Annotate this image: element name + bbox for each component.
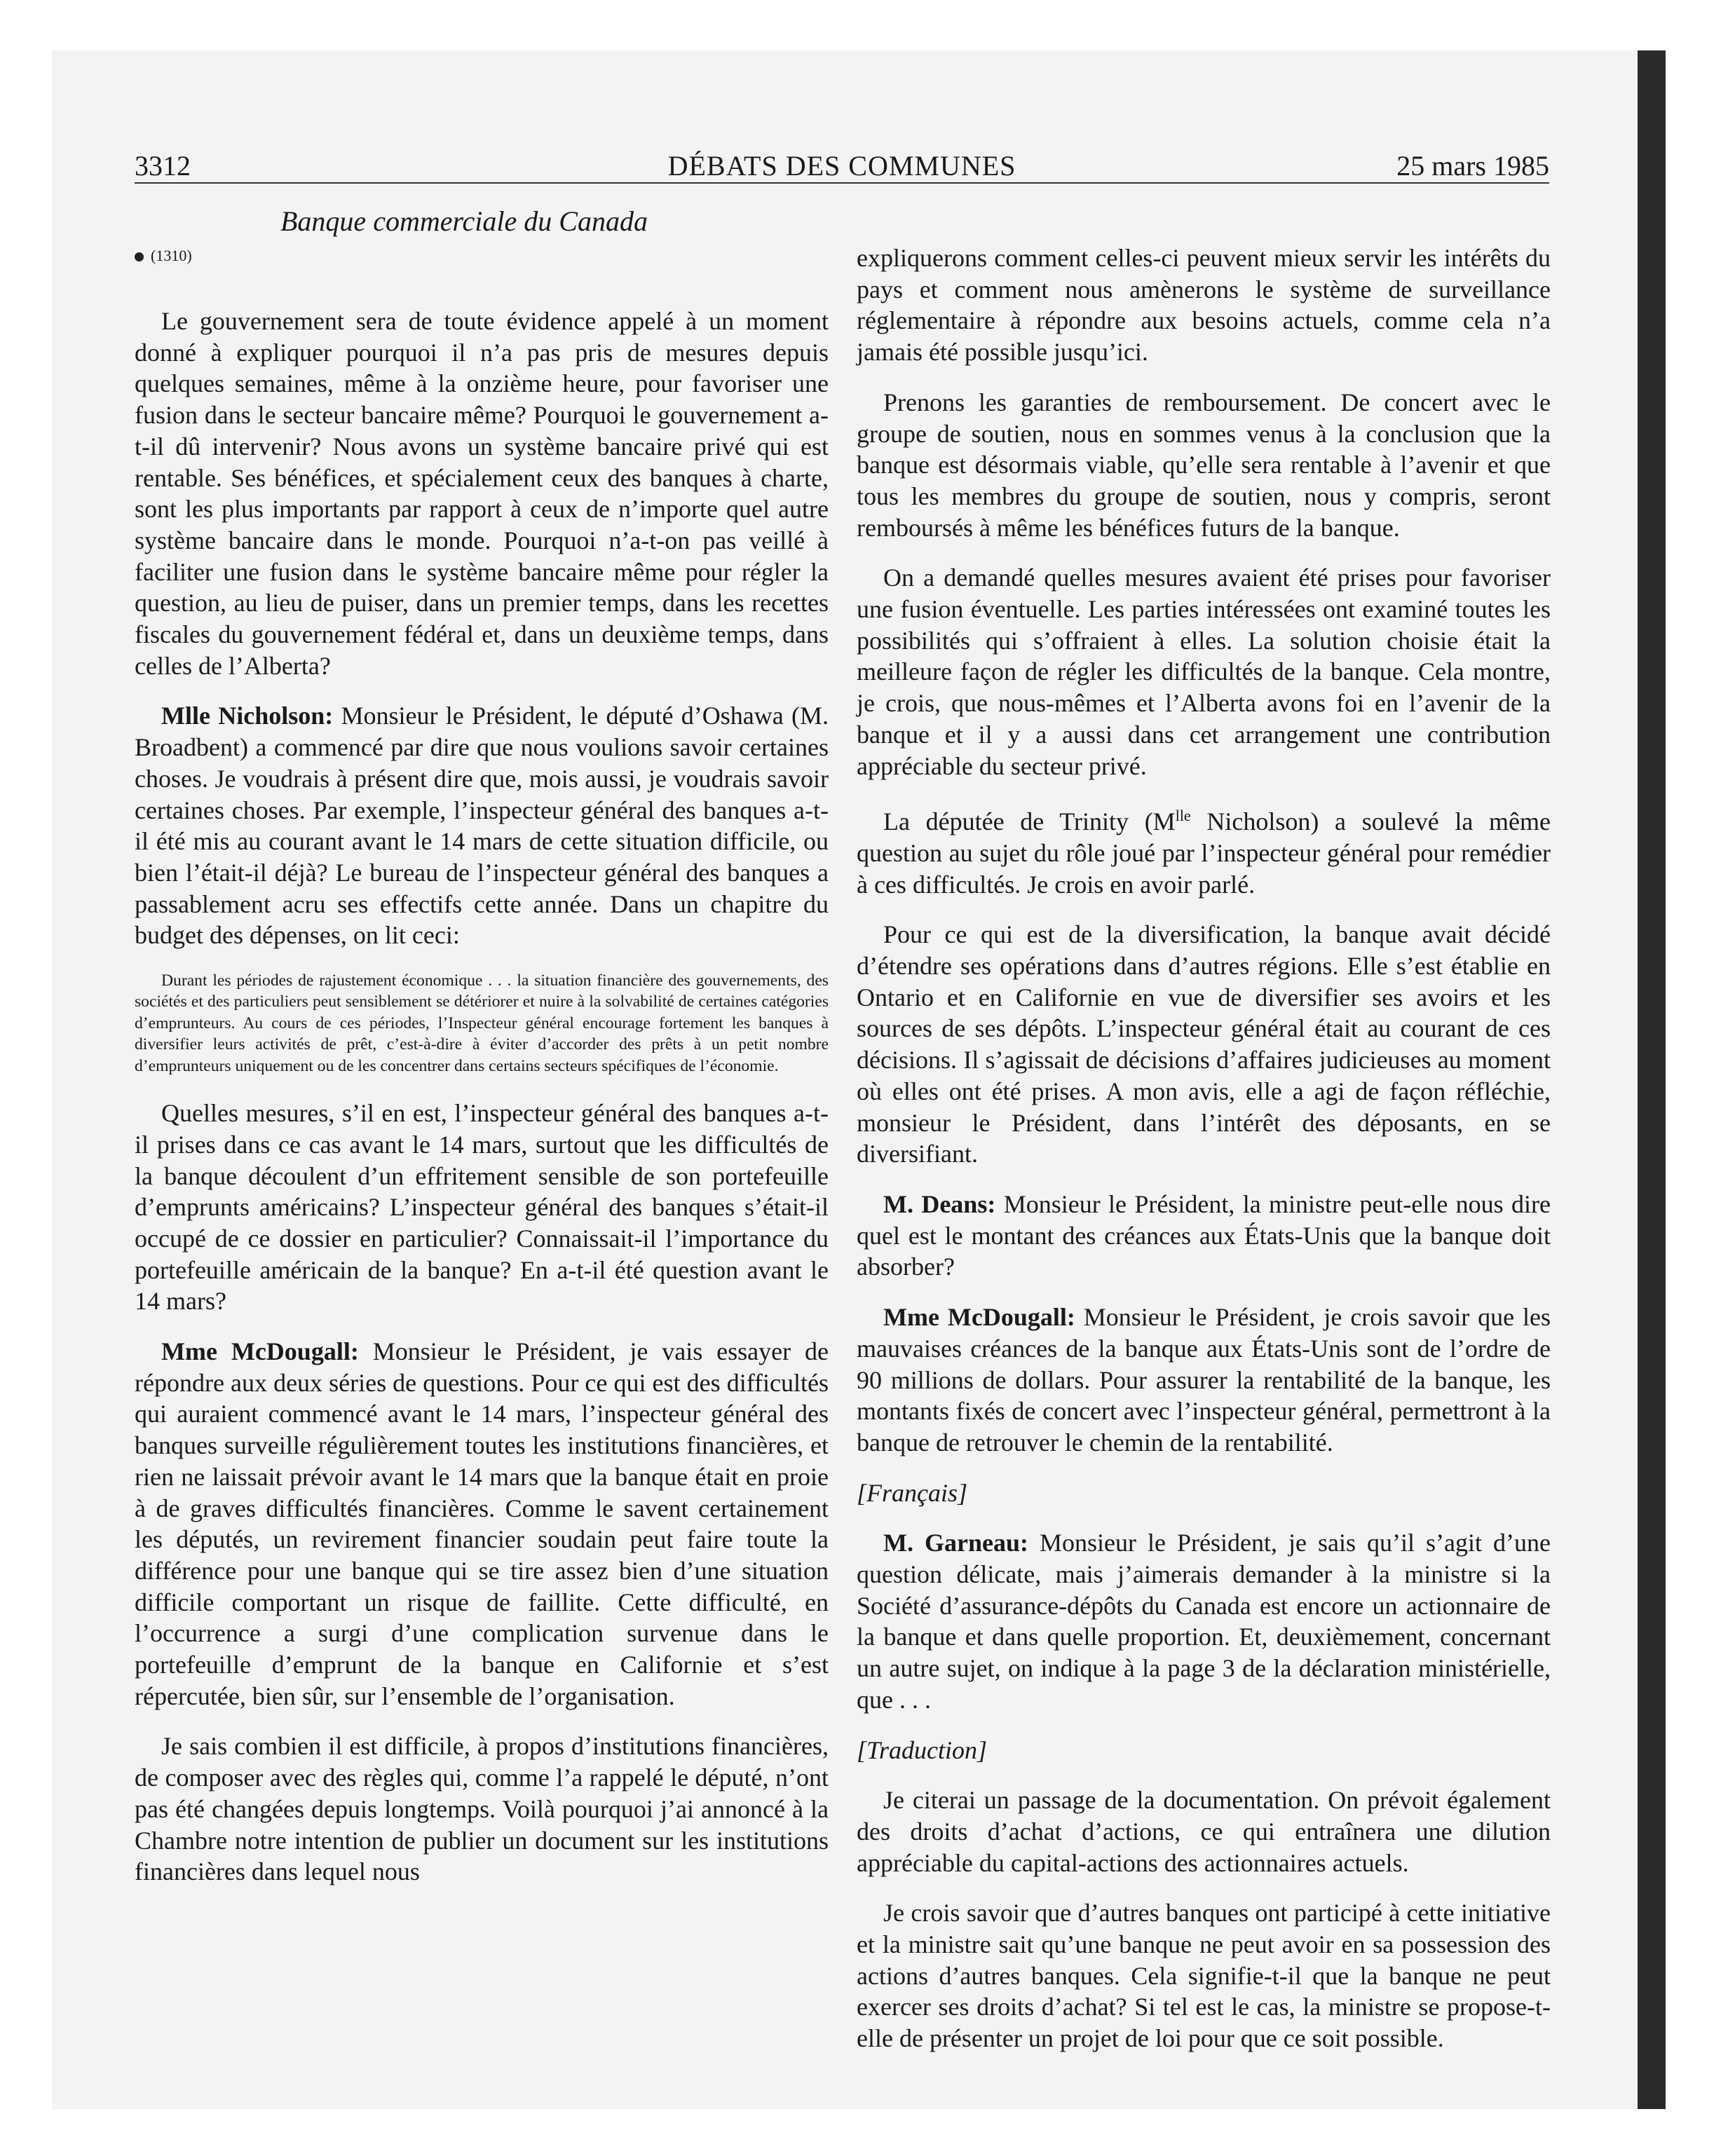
bullet-icon xyxy=(135,252,144,261)
paragraph xyxy=(135,1336,829,1712)
timestamp-marker xyxy=(135,245,192,266)
paragraph xyxy=(857,1527,1551,1715)
paragraph: Pour ce qui est de la diversification, la banque avait décidé d’étendre ses opérations dans d’autres régions. Elle s’est établie en Ontario et en Californie en vue de diversifier ses avoirs et les sources de ses dépôts. L’inspecteur général était au courant de ces décisions. Il s’agissait de décisions d’affaires judicieuses au moment où elles ont été prises. A mon avis, elle a agi de façon réfléchie, monsieur le Président, dans l’intérêt des déposants, en se diversifiant. xyxy=(857,920,1551,1168)
header-title: DÉBATS DES COMMUNES xyxy=(667,150,1016,182)
subject-heading: Banque commerciale du Canada xyxy=(280,205,648,237)
paragraph: Je crois savoir que d’autres banques ont participé à cette initiative et la ministre sait qu’une banque ne peut avoir en sa possession des actions d’autres banques. Cela signifie-t-il que la banque ne peut exercer ses droits d’achat? Si tel est le cas, la ministre se propose-t-elle de présenter un projet de loi pour que ce soit possible. xyxy=(857,1899,1551,2053)
running-header xyxy=(135,150,1549,184)
superscript: lle xyxy=(1175,807,1191,825)
header-date: 25 mars 1985 xyxy=(1396,150,1549,182)
paragraph: On a demandé quelles mesures avaient été prises pour favoriser une fusion éventuelle. Les parties intéressées ont examiné toutes les possibilités qui s’offraient à elles. La solution choisie était la meilleure façon de régler les difficultés de la banque. Cela montre, je crois, que nous-mêmes et l’Alberta avons foi en l’avenir de la banque et il y a aussi dans cet arrangement une contribution appréciable du secteur privé. xyxy=(857,564,1551,780)
right-column xyxy=(857,243,1551,2073)
speaker-name: M. Deans: xyxy=(883,1189,996,1218)
paragraph xyxy=(857,1189,1551,1283)
speaker-name: M. Garneau: xyxy=(883,1529,1028,1557)
scan-edge-bar xyxy=(1638,50,1666,2109)
block-quote: Durant les périodes de rajustement économique . . . la situation financière des gouvernements, des sociétés et des particuliers peut sensiblement se détériorer et nuire à la solvabilité de certaines catégories d’emprunteurs. Au cours de ces périodes, l’Inspecteur général encourage fortement les banques à diversifier leurs activités de prêt, c’est-à-dire à éviter d’accorder des prêts à un petit nombre d’emprunteurs uniquement ou de les concentrer dans certains secteurs spécifiques de l’économie. xyxy=(135,971,829,1075)
text-run: La députée de Trinity (M xyxy=(883,807,1176,836)
speech-text: Monsieur le Président, le député d’Oshawa (M. Broadbent) a commencé par dire que nous voulions savoir certaines choses. Je voudrais à présent dire que, mois aussi, je voudrais savoir certaines choses. Par exemple, l’inspecteur général des banques a-t-il été mis au courant avant le 14 mars de cette situation difficile, ou bien l’était-il déjà? Le bureau de l’inspecteur général des banques a passablement acru ses effectifs cette année. Dans un chapitre du budget des dépenses, on lit ceci: xyxy=(135,702,829,950)
paragraph: Le gouvernement sera de toute évidence appelé à un moment donné à expliquer pourquoi il n’a pas pris de mesures depuis quelques semaines, même à la onzième heure, pour favoriser une fusion dans le secteur bancaire même? Pourquoi le gouvernement a-t-il dû intervenir? Nous avons un système bancaire privé qui est rentable. Ses bénéfices, et spécialement ceux des banques à charte, sont les plus importants par rapport à ceux de n’importe quel autre système bancaire dans le monde. Pourquoi n’a-t-on pas veillé à faciliter une fusion dans le système bancaire même pour régler la question, au lieu de puiser, dans un premier temps, dans les recettes fiscales du gouvernement fédéral et, dans un deuxième temps, dans celles de l’Alberta? xyxy=(135,307,829,680)
paragraph: expliquerons comment celles-ci peuvent mieux servir les intérêts du pays et comment nous amènerons le système de surveillance réglementaire à répondre aux besoins actuels, comme cela n’a jamais été possible jusqu’ici. xyxy=(857,244,1551,367)
speaker-name: Mme McDougall: xyxy=(883,1303,1075,1332)
timestamp-text: (1310) xyxy=(151,247,192,264)
speech-text: Monsieur le Président, je sais qu’il s’agit d’une question délicate, mais j’aimerais demander à la ministre si la Société d’assurance-dépôts du Canada est encore un actionnaire de la banque et dans quelle proportion. Et, deuxièmement, concernant un autre sujet, on indique à la page 3 de la déclaration ministérielle, que . . . xyxy=(857,1529,1551,1714)
speech-text: Monsieur le Président, je vais essayer de répondre aux deux séries de questions. Pour ce qui est des difficultés qui auraient commencé avant le 14 mars, l’inspecteur général des banques surveille régulièrement toutes les institutions financières, et rien ne laissait prévoir avant le 14 mars que la banque était en proie à de graves difficultés financières. Comme le savent certainement les députés, un revirement financier soudain peut faire toute la différence pour une banque qui se tire assez bien d’une situation difficile comportant un risque de faillite. Cette difficulté, en l’occurrence a surgi d’une complication survenue dans le portefeuille d’emprunt de la banque en Californie et s’est répercutée, bien sûr, sur l’ensemble de l’organisation. xyxy=(135,1337,829,1710)
language-marker: [Traduction] xyxy=(857,1735,988,1764)
speaker-name: Mme McDougall: xyxy=(161,1337,359,1366)
paragraph xyxy=(857,800,1551,900)
paragraph xyxy=(857,1302,1551,1459)
text-run: Nicholson) a soulevé la même question au sujet du rôle joué par l’inspecteur général pour remédier à ces difficultés. Je crois en avoir parlé. xyxy=(857,807,1551,899)
speech-text: Monsieur le Président, la ministre peut-elle nous dire quel est le montant des créances aux États-Unis que la banque doit absorber? xyxy=(857,1189,1551,1281)
language-marker: [Français] xyxy=(857,1478,968,1507)
left-column xyxy=(135,306,829,1906)
paragraph xyxy=(135,700,829,951)
paragraph: Je citerai un passage de la documentation. On prévoit également des droits d’achat d’actions, ce qui entraînera une dilution appréciable du capital-actions des actionnaires actuels. xyxy=(857,1786,1551,1877)
paragraph: Quelles mesures, s’il en est, l’inspecteur général des banques a-t-il prises dans ce cas avant le 14 mars, surtout que les difficultés de la banque découlent d’un effritement sensible de son portefeuille d’emprunts américains? L’inspecteur général des banques s’était-il occupé de ce dossier en particulier? Connaissait-il l’importance du portefeuille américain de la banque? En a-t-il été question avant le 14 mars? xyxy=(135,1099,829,1316)
page-number: 3312 xyxy=(135,150,191,182)
paragraph: Prenons les garanties de remboursement. De concert avec le groupe de soutien, nous en sommes venus à la conclusion que la banque est désormais viable, qu’elle sera rentable à l’avenir et que tous les membres du groupe de soutien, nous y compris, seront remboursés à même les bénéfices futurs de la banque. xyxy=(857,388,1551,542)
speech-text: Monsieur le Président, je crois savoir que les mauvaises créances de la banque aux États-Unis sont de l’ordre de 90 millions de dollars. Pour assurer la rentabilité de la banque, les montants fixés de concert avec l’inspecteur général, permettront à la banque de retrouver le chemin de la rentabilité. xyxy=(857,1303,1551,1456)
speaker-name: Mlle Nicholson: xyxy=(161,702,334,730)
paragraph: Je sais combien il est difficile, à propos d’institutions financières, de composer avec des règles qui, comme l’a rappelé le député, n’ont pas été changées depuis longtemps. Voilà pourquoi j’ai annoncé à la Chambre notre intention de publier un document sur les institutions financières dans lequel nous xyxy=(135,1732,829,1886)
